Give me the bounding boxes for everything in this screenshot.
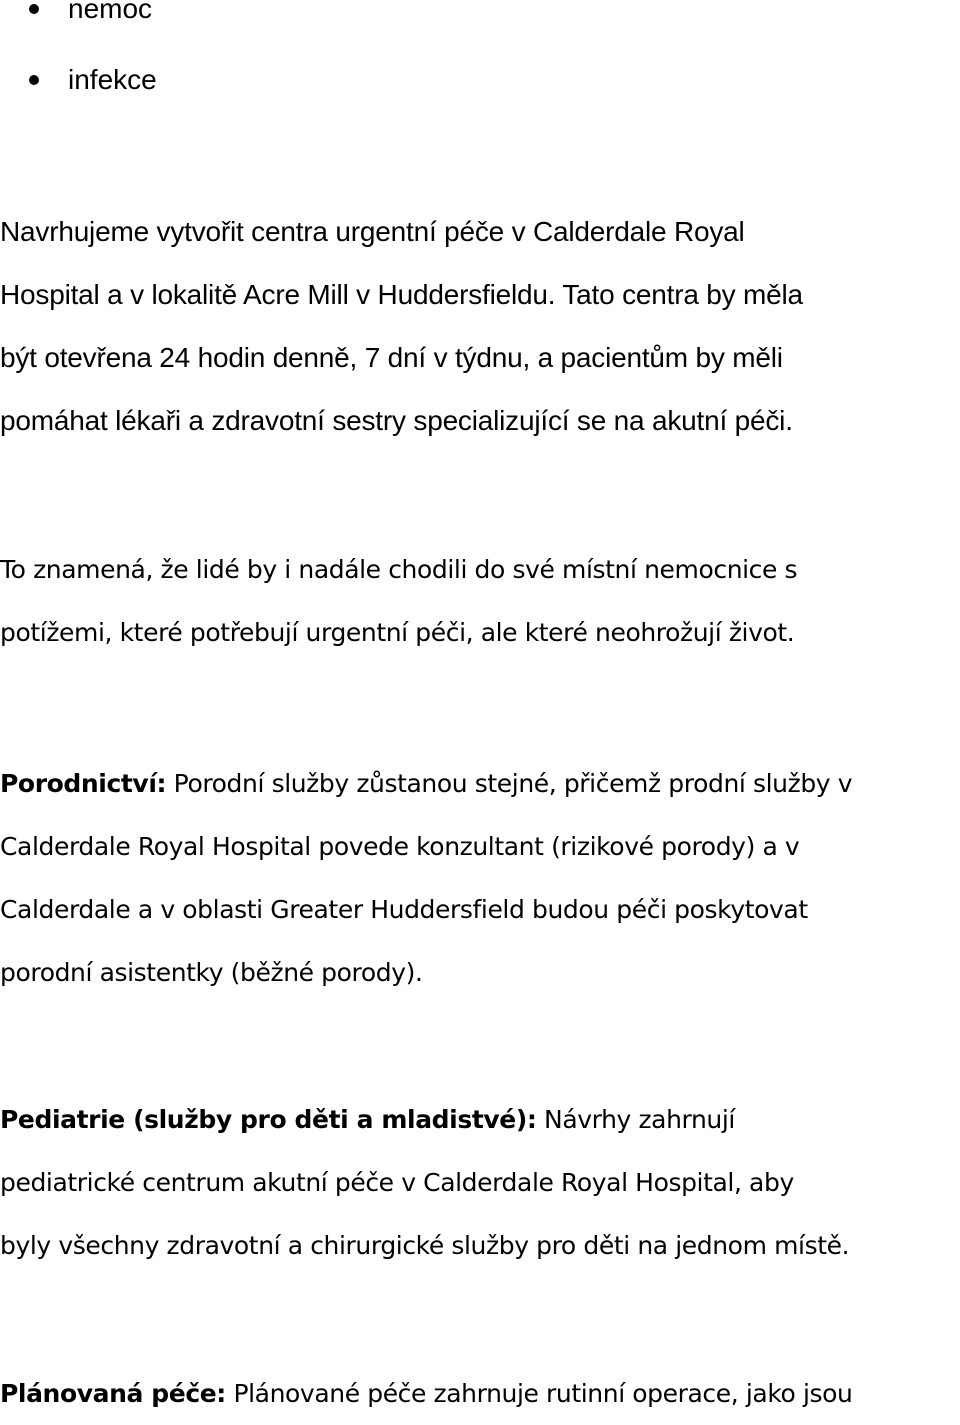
section-text-planned-care: Plánované péče zahrnuje rutinní operace, jako jsou — [225, 1379, 853, 1408]
section-text-pediatrics: Návrhy zahrnují pediatrické centrum akutní péče v Calderdale Royal Hospital, aby byly všechny zdravotní a chirurgické služby pro děti na jednom místě. — [0, 1105, 850, 1260]
section-heading-maternity: Porodnictví: — [0, 769, 167, 798]
bullet-list — [0, 0, 157, 126]
bullet-text: infekce — [68, 64, 157, 95]
section-heading-pediatrics: Pediatrie (služby pro děti a mladistvé): — [0, 1105, 537, 1134]
list-item — [0, 0, 157, 55]
section-planned-care — [0, 1362, 960, 1425]
bullet-icon — [29, 4, 39, 14]
paragraph-urgent-centers: Navrhujeme vytvořit centra urgentní péče v Calderdale Royal Hospital a v lokalitě Acre Mill v Huddersfieldu. Tato centra by měla být otevřena 24 hodin denně, 7 dní v týdnu, a pacientům by měli pomáhat lékaři a zdravotní sestry specializující se na akutní péči. — [0, 216, 803, 436]
bullet-text: nemoc — [68, 0, 153, 24]
section-maternity — [0, 752, 960, 1004]
list-item — [0, 55, 157, 126]
paragraph-meaning: To znamená, že lidé by i nadále chodili do své místní nemocnice s potížemi, které potřebují urgentní péči, ale které neohrožují život. — [0, 555, 798, 647]
section-heading-planned-care: Plánovaná péče: — [0, 1379, 226, 1408]
section-pediatrics — [0, 1088, 960, 1277]
section-text-maternity: Porodní služby zůstanou stejné, přičemž prodní služby v Calderdale Royal Hospital povede konzultant (rizikové porody) a v Calderdale a v oblasti Greater Huddersfield budou péči poskytovat porodní asistentky (běžné porody). — [0, 769, 853, 987]
bullet-icon — [29, 75, 39, 85]
